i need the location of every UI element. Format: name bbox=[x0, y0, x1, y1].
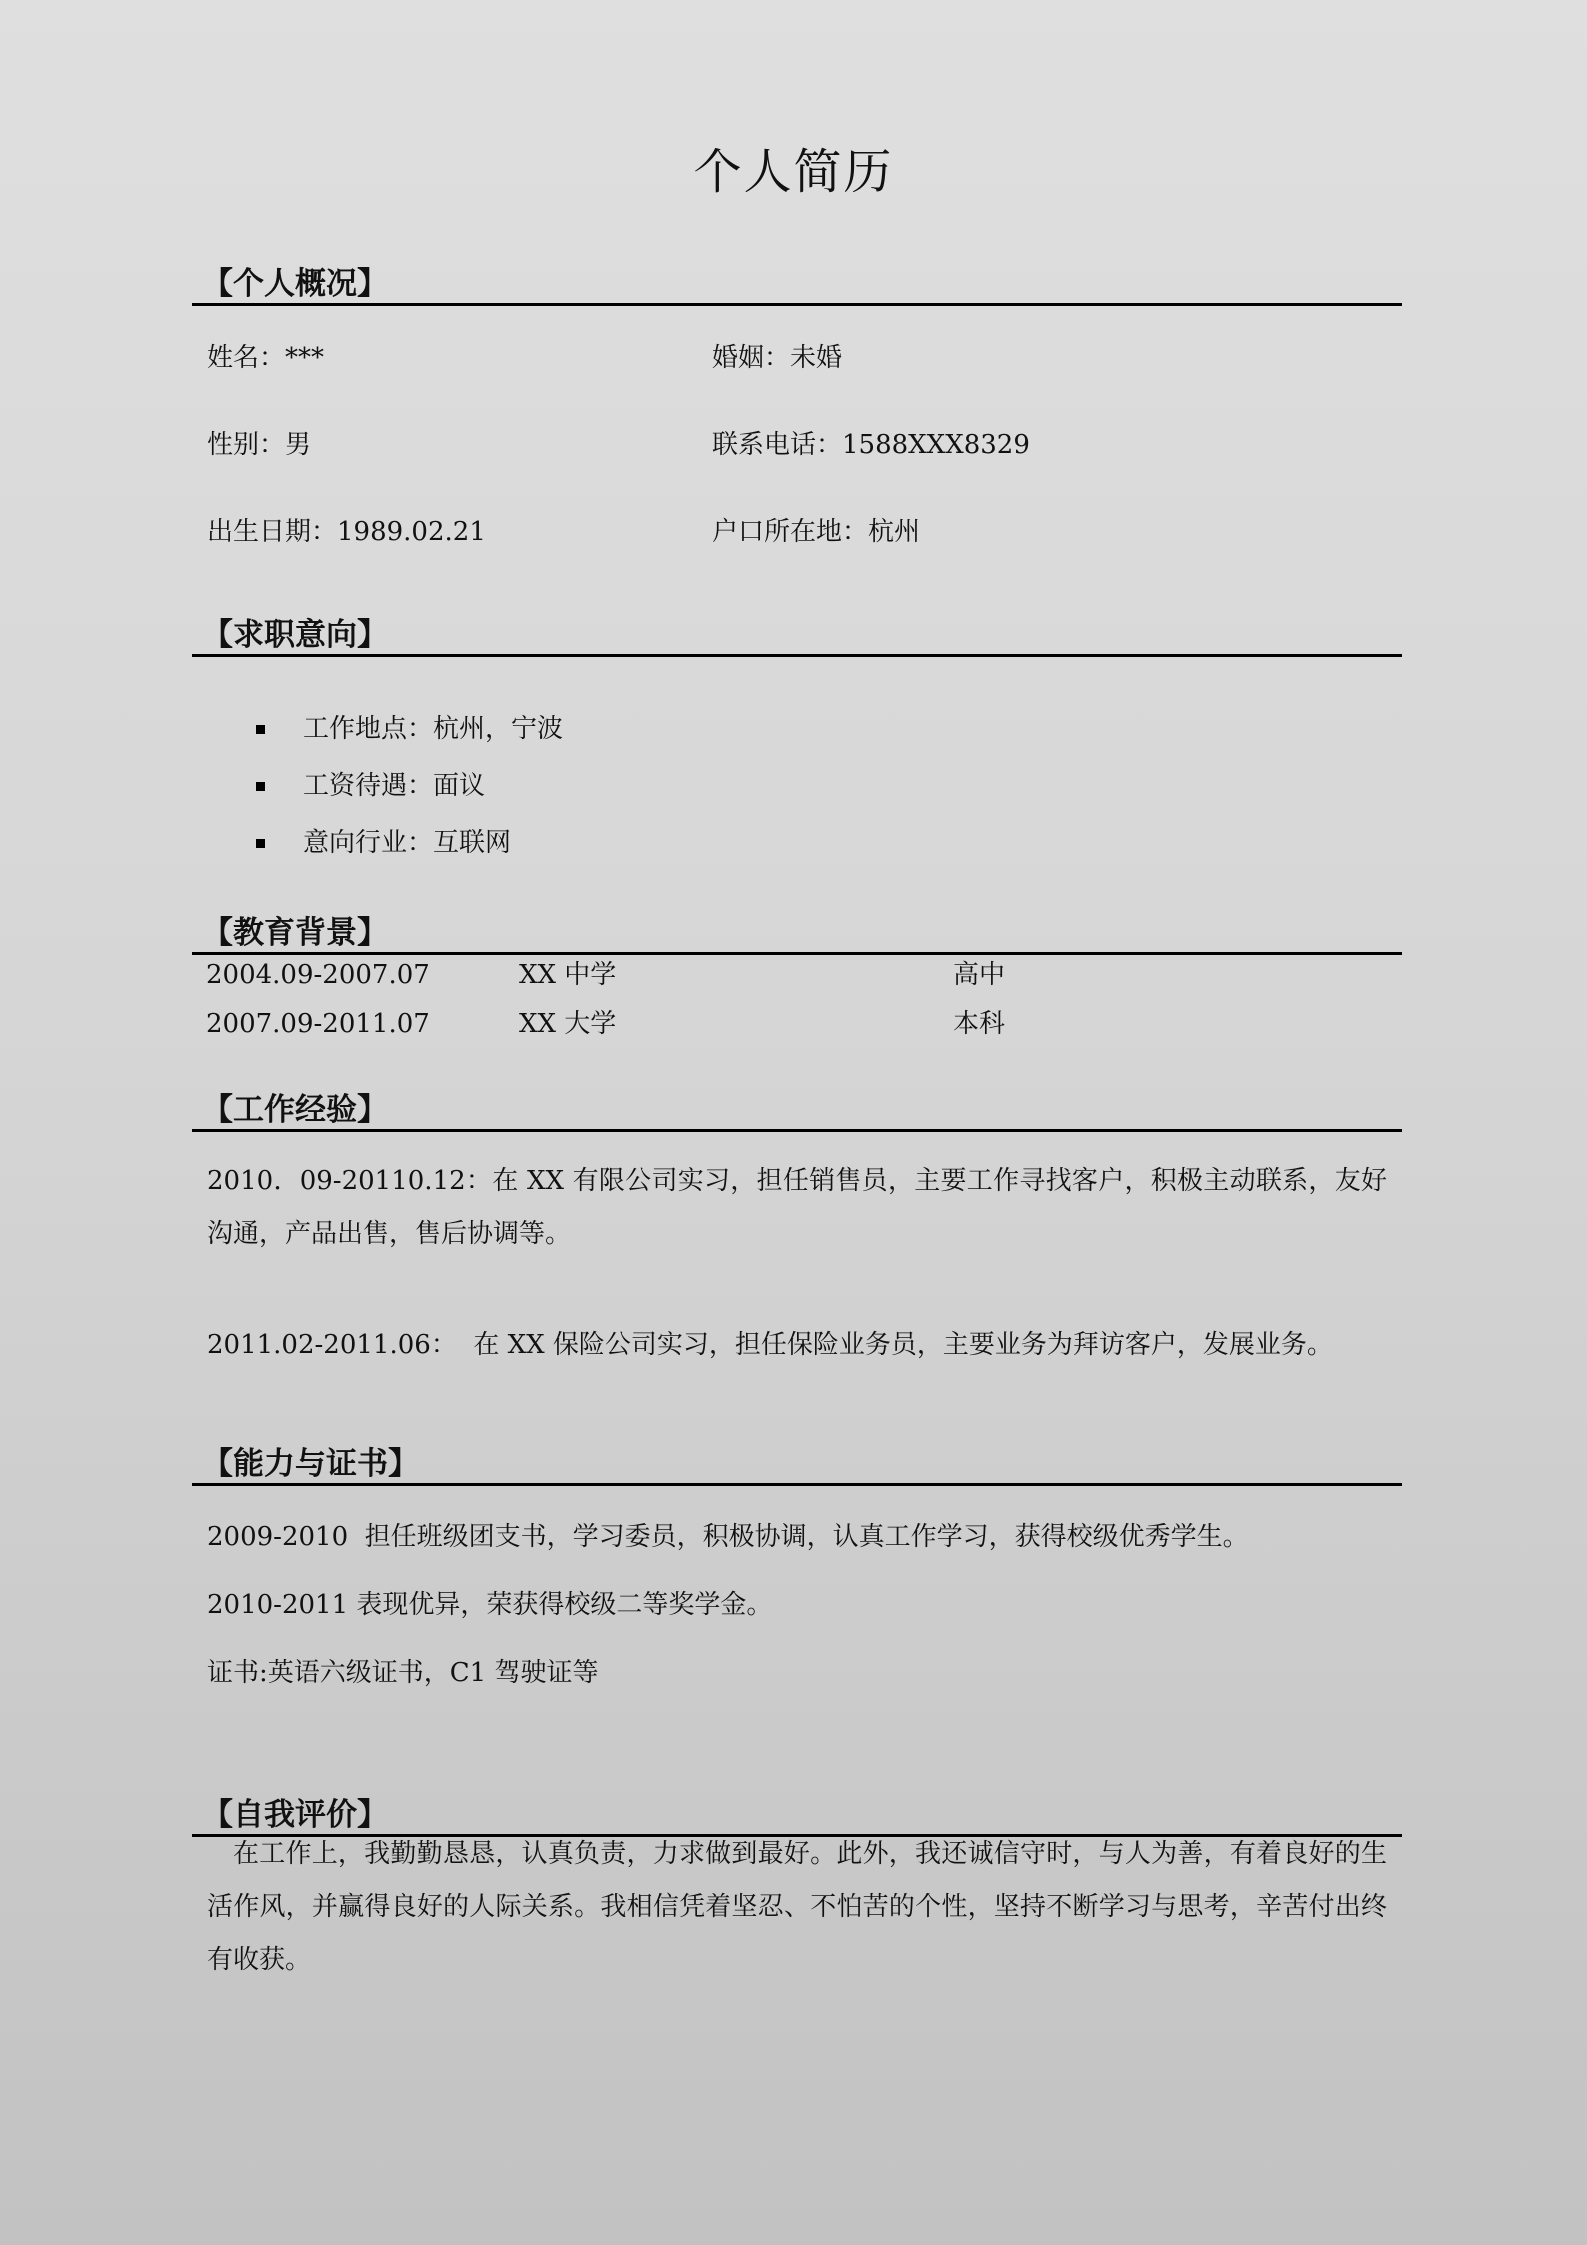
profile-marital: 婚姻：未婚 bbox=[712, 343, 843, 373]
education-period: 2004.09-2007.07 bbox=[206, 960, 430, 990]
intent-item: 工作地点：杭州，宁波 bbox=[303, 714, 564, 744]
profile-phone: 联系电话：1588XXX8329 bbox=[712, 430, 1030, 460]
profile-birth: 出生日期：1989.02.21 bbox=[207, 517, 486, 547]
section-divider bbox=[192, 952, 1402, 955]
section-heading-label: 【求职意向】 bbox=[202, 617, 388, 653]
bullet-icon bbox=[256, 725, 265, 734]
section-heading-label: 【能力与证书】 bbox=[202, 1446, 419, 1482]
education-period: 2007.09-2011.07 bbox=[206, 1009, 430, 1039]
education-school: XX 大学 bbox=[519, 1009, 617, 1039]
section-divider bbox=[192, 654, 1402, 657]
section-heading-education bbox=[192, 915, 1402, 955]
profile-gender: 性别：男 bbox=[207, 430, 312, 460]
intent-item: 意向行业：互联网 bbox=[303, 828, 512, 858]
skills-line: 证书:英语六级证书，C1 驾驶证等 bbox=[207, 1658, 599, 1688]
section-heading-label: 【个人概况】 bbox=[202, 266, 388, 302]
page-title: 个人简历 bbox=[693, 144, 894, 200]
self-evaluation: 在工作上，我勤勤恳恳，认真负责，力求做到最好。此外，我还诚信守时，与人为善，有着良好的生活作风，并赢得良好的人际关系。我相信凭着坚忍、不怕苦的个性，坚持不断学习与思考，辛苦付出终有收获。 bbox=[207, 1839, 1387, 1975]
education-degree: 高中 bbox=[953, 960, 1006, 990]
bullet-icon bbox=[256, 839, 265, 848]
section-divider bbox=[192, 1483, 1402, 1486]
bullet-icon bbox=[256, 782, 265, 791]
profile-name: 姓名：*** bbox=[207, 343, 325, 373]
section-divider bbox=[192, 1129, 1402, 1132]
profile-hukou: 户口所在地：杭州 bbox=[712, 517, 921, 547]
section-heading-intent bbox=[192, 617, 1402, 657]
section-heading-label: 【自我评价】 bbox=[202, 1797, 388, 1833]
education-degree: 本科 bbox=[953, 1009, 1006, 1039]
skills-line: 2010-2011 表现优异，荣获得校级二等奖学金。 bbox=[207, 1590, 773, 1620]
education-school: XX 中学 bbox=[519, 960, 617, 990]
section-heading-label: 【工作经验】 bbox=[202, 1092, 388, 1128]
work-entry: 2011.02-2011.06： 在 XX 保险公司实习，担任保险业务员，主要业务为拜访客户，发展业务。 bbox=[207, 1330, 1333, 1360]
section-heading-profile bbox=[192, 266, 1402, 306]
work-entry: 2010．09-20110.12：在 XX 有限公司实习，担任销售员，主要工作寻找客户，积极主动联系，友好沟通，产品出售，售后协调等。 bbox=[207, 1166, 1387, 1249]
skills-line: 2009-2010 担任班级团支书，学习委员，积极协调，认真工作学习，获得校级优秀学生。 bbox=[207, 1522, 1249, 1552]
section-heading-label: 【教育背景】 bbox=[202, 915, 388, 951]
section-heading-work bbox=[192, 1092, 1402, 1132]
section-heading-skills bbox=[192, 1446, 1402, 1486]
section-divider bbox=[192, 303, 1402, 306]
intent-item: 工资待遇：面议 bbox=[303, 771, 486, 801]
